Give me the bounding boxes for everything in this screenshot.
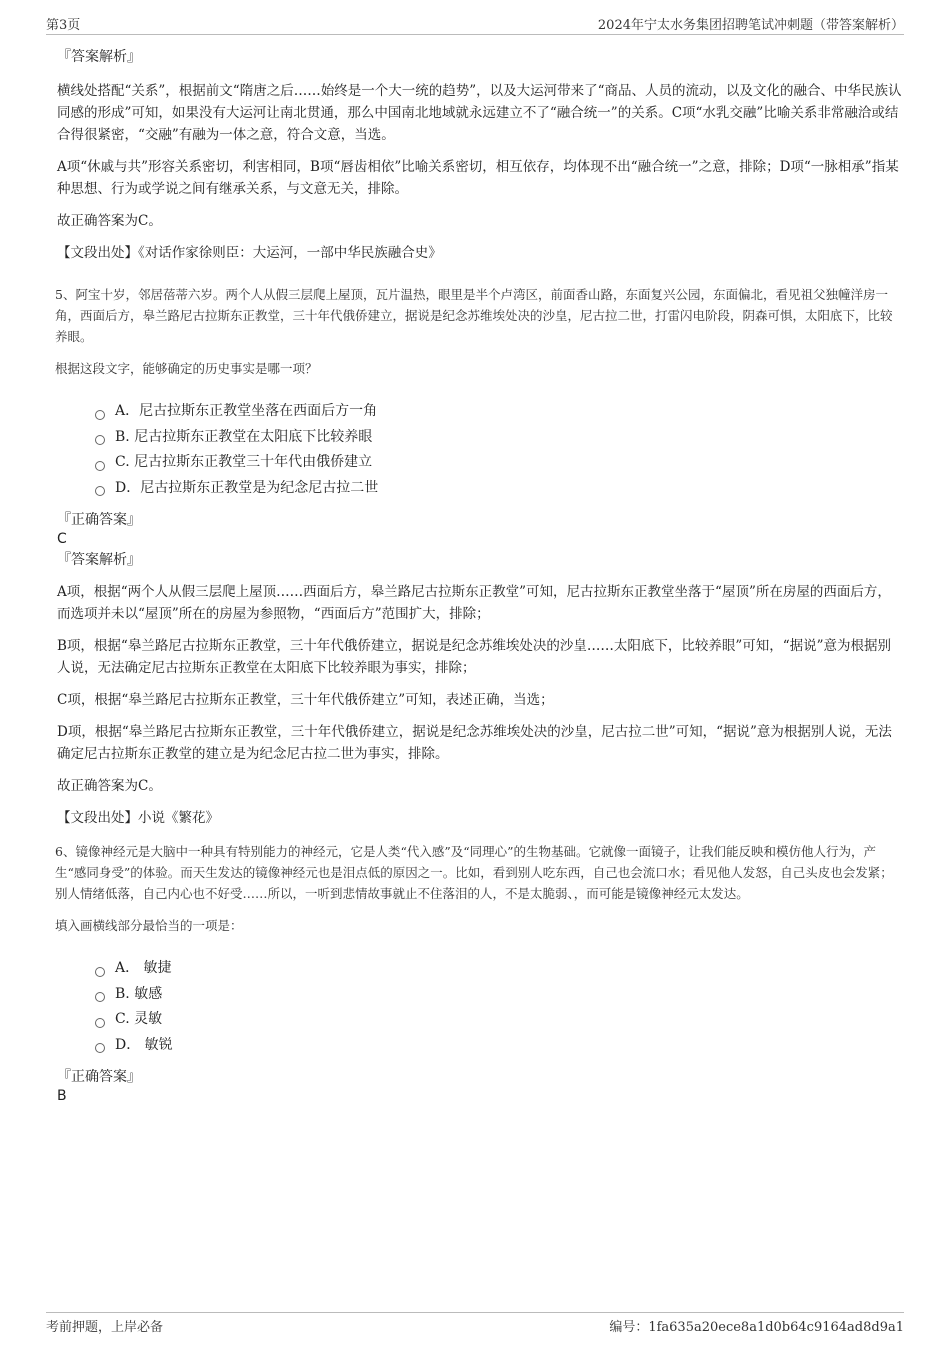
radio-icon[interactable] <box>95 992 105 1002</box>
option-label: A．尼古拉斯东正教堂坐落在西面后方一角 <box>115 403 378 419</box>
option-a[interactable] <box>95 399 904 425</box>
radio-icon[interactable] <box>95 461 105 471</box>
option-b[interactable] <box>95 982 904 1008</box>
page-footer <box>46 1312 904 1333</box>
analysis-conclusion: 故正确答案为C。 <box>57 213 162 229</box>
document-id: 编号：1fa635a20ece8a1d0b64c9164ad8d9a1 <box>609 1320 904 1335</box>
document-body <box>57 46 904 1106</box>
question-text: 6、镜像神经元是大脑中一种具有特别能力的神经元，它是人类“代入感”及“同理心”的生物基础。它就像一面镜子，让我们能反映和模仿他人行为，产生“感同身受”的体验。而天生发达的镜像神经元也是泪点低的原因之一。比如，看到别人吃东西，自己也会流口水；看见他人发怒，自己头皮也会发紧；别人情绪低落，自己内心也不好受……所以，一听到悲情故事就止不住落泪的人，不是太脆弱、，而可能是镜像神经元太发达。 <box>55 844 893 901</box>
option-label: C. 灵敏 <box>115 1011 163 1027</box>
option-label: D．尼古拉斯东正教堂是为纪念尼古拉二世 <box>115 479 379 496</box>
radio-icon[interactable] <box>95 486 105 496</box>
question-prompt: 根据这段文字，能够确定的历史事实是哪一项？ <box>55 361 318 376</box>
option-a[interactable] <box>95 956 904 982</box>
analysis-heading: 『答案解析』 <box>57 552 141 568</box>
radio-icon[interactable] <box>95 1043 105 1053</box>
question-text: 5、阿宝十岁，邻居蓓蒂六岁。两个人从假三层爬上屋顶，瓦片温热，眼里是半个卢湾区，前面香山路，东面复兴公园，东面偏北，看见祖父独幢洋房一角，西面后方，皋兰路尼古拉斯东正教堂，三十年代俄侨建立，据说是纪念苏维埃处决的沙皇，尼古拉二世，打雷闪电阶段，阴森可惧，太阳底下，比较养眼。 <box>55 287 893 344</box>
correct-answer: C <box>57 531 67 547</box>
option-label: A． 敏捷 <box>115 960 172 976</box>
option-c[interactable] <box>95 450 904 476</box>
question-prompt: 填入画横线部分最恰当的一项是： <box>55 918 243 933</box>
option-label: D． 敏锐 <box>115 1036 173 1053</box>
analysis-conclusion: 故正确答案为C。 <box>57 778 162 794</box>
analysis-paragraph: A项“休戚与共”形容关系密切，利害相同，B项“唇齿相依”比喻关系密切，相互依存，均体现不出“融合统一”之意，排除；D项“一脉相承”指某种思想、行为或学说之间有继承关系，与文意无关，排除。 <box>57 159 899 197</box>
option-list <box>95 956 904 1058</box>
analysis-paragraph: B项，根据“皋兰路尼古拉斯东正教堂，三十年代俄侨建立，据说是纪念苏维埃处决的沙皇……太阳底下，比较养眼”可知，“据说”意为根据别人说，无法确定尼古拉斯东正教堂在太阳底下比较养眼为事实，排除； <box>57 638 892 676</box>
footer-slogan: 考前押题，上岸必备 <box>46 1320 164 1335</box>
analysis-paragraph: C项，根据“皋兰路尼古拉斯东正教堂，三十年代俄侨建立”可知，表述正确，当选； <box>57 692 554 708</box>
option-label: B. 尼古拉斯东正教堂在太阳底下比较养眼 <box>115 428 373 445</box>
correct-answer: B <box>57 1088 67 1104</box>
answer-heading: 『正确答案』 <box>57 512 141 528</box>
option-label: B. 敏感 <box>115 985 163 1002</box>
radio-icon[interactable] <box>95 1018 105 1028</box>
option-c[interactable] <box>95 1007 904 1033</box>
document-title: 2024年宁太水务集团招聘笔试冲刺题（带答案解析） <box>597 18 904 33</box>
option-d[interactable] <box>95 476 904 502</box>
source-citation: 【文段出处】小说《繁花》 <box>57 810 219 826</box>
radio-icon[interactable] <box>95 967 105 977</box>
radio-icon[interactable] <box>95 435 105 445</box>
option-label: C. 尼古拉斯东正教堂三十年代由俄侨建立 <box>115 454 373 470</box>
answer-heading: 『正确答案』 <box>57 1069 141 1085</box>
analysis-paragraph: A项，根据“两个人从假三层爬上屋顶……西面后方，皋兰路尼古拉斯东正教堂”可知，尼古拉斯东正教堂坐落于“屋顶”所在房屋的西面后方，而选项并未以“屋顶”所在的房屋为参照物，“西面后方”范围扩大，排除； <box>57 584 891 622</box>
page-number: 第3页 <box>46 18 81 33</box>
radio-icon[interactable] <box>95 410 105 420</box>
page-header <box>46 12 904 35</box>
option-b[interactable] <box>95 425 904 451</box>
option-list <box>95 399 904 501</box>
analysis-paragraph: D项，根据“皋兰路尼古拉斯东正教堂，三十年代俄侨建立，据说是纪念苏维埃处决的沙皇，尼古拉二世”可知，“据说”意为根据别人说，无法确定尼古拉斯东正教堂的建立是为纪念尼古拉二世为事实，排除。 <box>57 724 892 762</box>
source-citation: 【文段出处】《对话作家徐则臣：大运河，一部中华民族融合史》 <box>57 245 442 261</box>
analysis-heading: 『答案解析』 <box>57 49 141 65</box>
option-d[interactable] <box>95 1033 904 1059</box>
analysis-paragraph: 横线处搭配“关系”，根据前文“隋唐之后……始终是一个大一统的趋势”，以及大运河带来了“商品、人员的流动，以及文化的融合、中华民族认同感的形成”可知，如果没有大运河让南北贯通，那么中国南北地域就永远建立不了“融合统一”的关系。C项“水乳交融”比喻关系非常融洽或结合得很紧密，“交融”有融为一体之意，符合文意，当选。 <box>57 83 902 143</box>
